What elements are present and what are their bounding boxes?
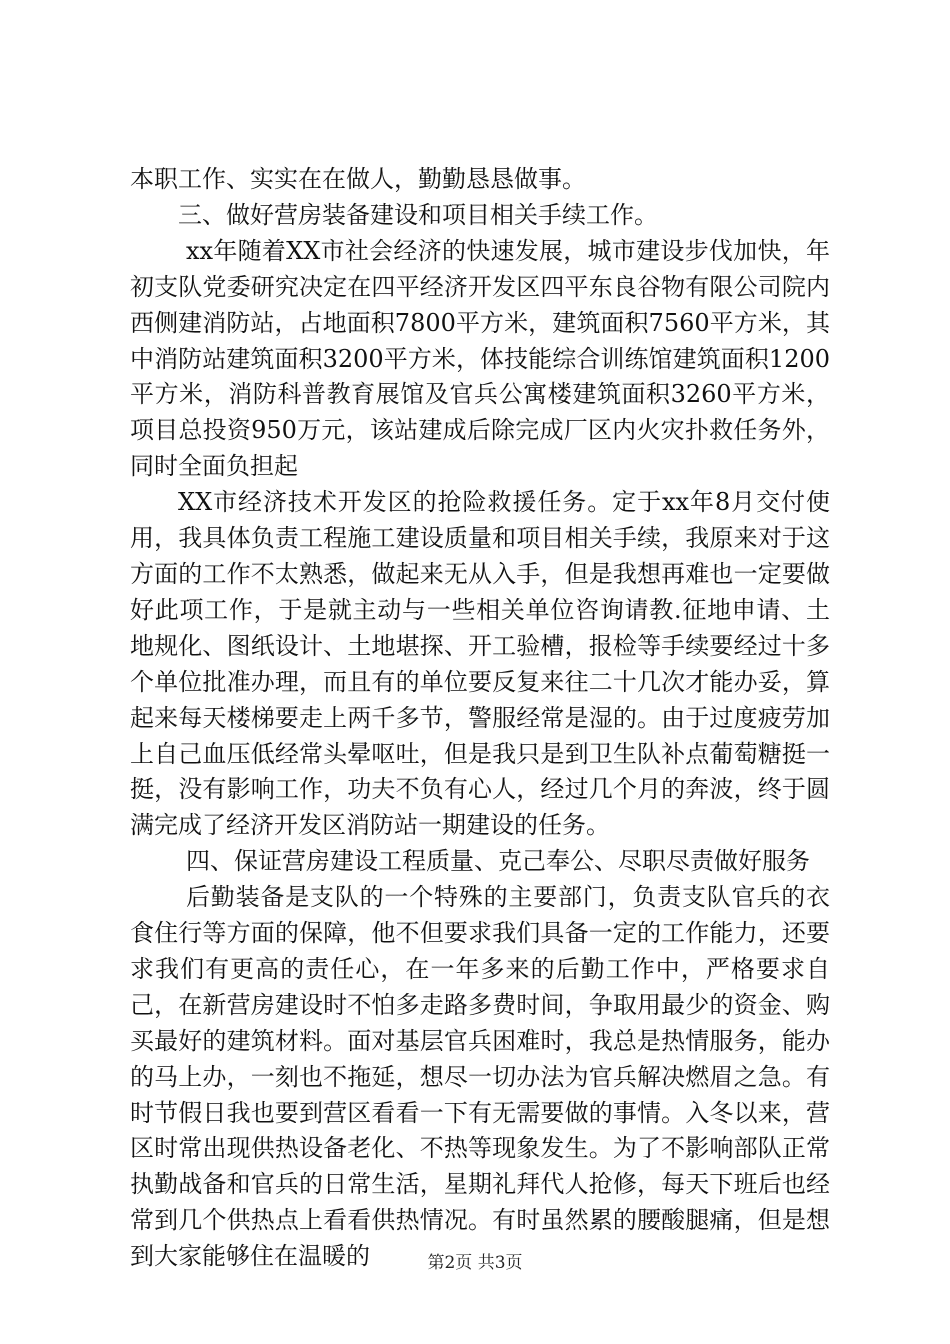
section-heading-four: 四、保证营房建设工程质量、克己奉公、尽职尽责做好服务 (186, 847, 810, 876)
paragraph-continuation: 本职工作、实实在在做人，勤勤恳恳做事。 (130, 165, 586, 193)
paragraph-logistics-service: 后勤装备是支队的一个特殊的主要部门，负责支队官兵的衣食住行等方面的保障，他不但要求我们具备一定的工作能力，还要求我们有更高的责任心，在一年多来的后勤工作中，严格要求自己，在新营房建设时不怕多走路多费时间，争取用最少的资金、购买最好的建筑材料。面对基层官兵困难时，我总是热情服务，能办的马上办，一刻也不拖延，想尽一切办法为官兵解决燃眉之急。有时节假日我也要到营区看看一下有无需要做的事情。入冬以来，营区时常出现供热设备老化、不热等现象发生。为了不影响部队正常执勤战备和官兵的日常生活，星期礼拜代人抢修，每天下班后也经常到几个供热点上看看供热情况。有时虽然累的腰酸腿痛，但是想到大家能够住在温暖的 (130, 883, 830, 1271)
paragraph-rescue-task: XX市经济技术开发区的抢险救援任务。定于xx年8月交付使用，我具体负责工程施工建设质量和项目相关手续，我原来对于这方面的工作不太熟悉，做起来无从入手，但是我想再难也一定要做好此项工作，于是就主动与一些相关单位咨询请教.征地申请、土地规化、图纸设计、土地堪探、开工验槽，报检等手续要经过十多个单位批准办理，而且有的单位要反复来往二十几次才能办妥，算起来每天楼梯要走上两千多节，警服经常是湿的。由于过度疲劳加上自己血压低经常头晕呕吐，但是我只是到卫生队补点葡萄糖挺一挺，没有影响工作，功夫不负有心人，经过几个月的奔波，终于圆满完成了经济开发区消防站一期建设的任务。 (130, 488, 830, 840)
document-body (130, 162, 830, 1275)
section-heading-three: 三、做好营房装备建设和项目相关手续工作。 (178, 200, 658, 229)
paragraph-fire-station-project: xx年随着XX市社会经济的快速发展，城市建设步伐加快，年初支队党委研究决定在四平经济开发区四平东良谷物有限公司院内西侧建消防站，占地面积7800平方米，建筑面积7560平方米，其中消防站建筑面积3200平方米，体技能综合训练馆建筑面积1200平方米，消防科普教育展馆及官兵公寓楼建筑面积3260平方米，项目总投资950万元，该站建成后除完成厂区内火灾扑救任务外，同时全面负担起 (130, 236, 830, 481)
page-number-footer: 第2页 共3页 (427, 1253, 523, 1273)
